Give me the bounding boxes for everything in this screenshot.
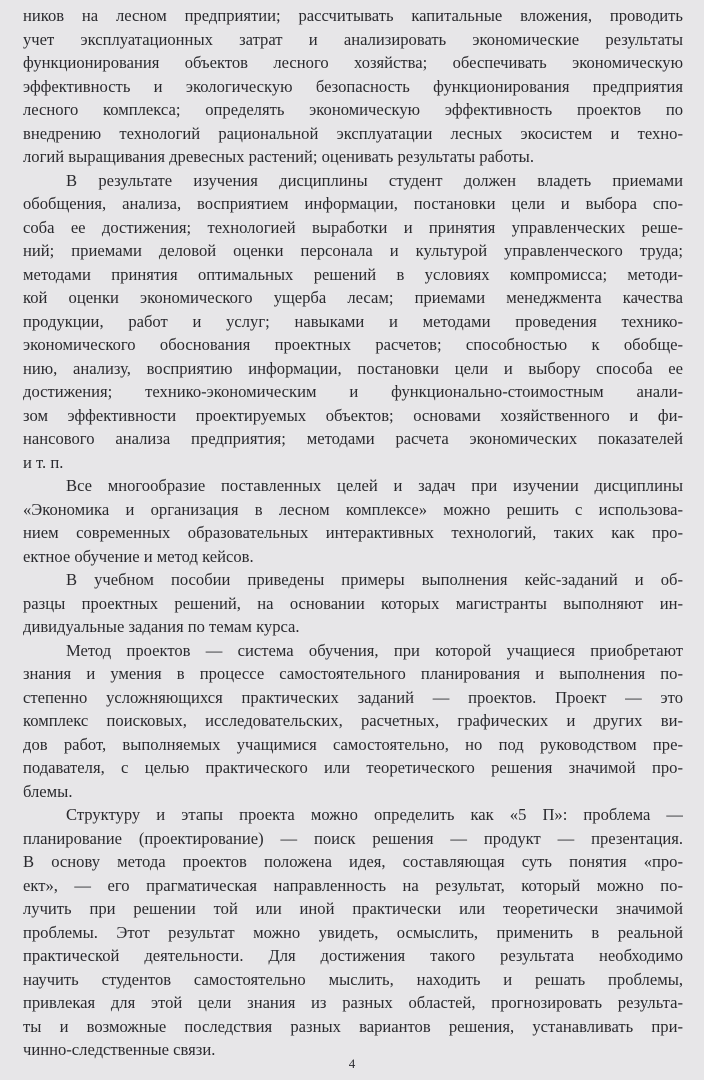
text-line: нансового анализа предприятия; методами расчета экономических показателей [23,429,683,448]
text-line: знания и умения в процессе самостоятельного планирования и выполнения по- [23,664,683,683]
text-line: разцы проектных решений, на основании которых магистранты выполняют ин- [23,593,683,613]
paragraph [23,474,683,568]
text-line: В результате изучения дисциплины студент должен владеть приемами [66,170,683,190]
text-line: блемы. [23,781,73,801]
paragraph [23,803,683,1062]
text-line: практической деятельности. Для достижения такого результата необходимо [23,946,683,965]
text-line: кой оценки экономического ущерба лесам; приемами менеджмента качества [23,288,683,307]
text-line: лесного комплекса; определять экономическую эффективность проектов по [23,100,683,119]
text-line: Структуру и этапы проекта можно определить как «5 П»: проблема — [66,805,683,824]
text-line: В основу метода проектов положена идея, составляющая суть понятия «про- [23,852,683,871]
text-line: внедрению технологий рациональной эксплуатации лесных экосистем и техно- [23,123,683,143]
text-line: ты и возможные последствия разных вариантов решения, устанавливать при- [23,1016,683,1036]
text-line: Метод проектов — система обучения, при которой учащиеся приобретают [66,640,683,660]
text-line: соба ее достижения; технологией выработки и принятия управленческих реше- [23,217,683,237]
text-line: экономического обоснования проектных расчетов; способностью к обобще- [23,335,683,354]
text-line: привлекая для этой цели знания из разных областей, прогнозировать результа- [23,993,683,1012]
text-line: логий выращивания древесных растений; оценивать результаты работы. [23,147,534,166]
text-line: дов работ, выполняемых учащимися самостоятельно, но под руководством пре- [23,734,683,754]
text-line: научить студентов самостоятельно мыслить, находить и решать проблемы, [23,969,683,989]
text-line: ектное обучение и метод кейсов. [23,546,254,566]
text-line: нию, анализу, восприятию информации, постановки цели и выбору способа ее [23,358,683,378]
paragraph [23,169,683,475]
text-line: подавателя, с целью практического или теоретического решения значимой про- [23,758,683,777]
text-line: Все многообразие поставленных целей и задач при изучении дисциплины [66,476,683,495]
body-text [23,4,683,1062]
text-line: проблемы. Этот результат можно увидеть, осмыслить, применить в реальной [23,922,683,942]
text-line: обобщения, анализа, восприятием информации, постановки цели и выбора спо- [23,194,683,213]
text-line: продукции, работ и услуг; навыками и методами проведения технико- [23,311,683,331]
page-number: 4 [348,1056,356,1071]
text-line: степенно усложняющихся практических заданий — проектов. Проект — это [23,687,683,707]
paragraph [23,568,683,639]
text-line: зом эффективности проектируемых объектов; основами хозяйственного и фи- [23,405,683,425]
text-line: дивидуальные задания по темам курса. [23,617,300,636]
text-line: ект», — его прагматическая направленность на результат, который можно по- [23,875,683,895]
text-line: «Экономика и организация в лесном комплексе» можно решить с использова- [23,499,683,519]
paragraph [23,4,683,169]
text-line: ний; приемами деловой оценки персонала и культурой управленческого труда; [23,241,683,260]
text-line: чинно-следственные связи. [23,1040,216,1059]
text-line: функционирования объектов лесного хозяйства; обеспечивать экономическую [23,53,683,72]
text-line: нием современных образовательных интерактивных технологий, таких как про- [23,523,683,542]
text-line: учет эксплуатационных затрат и анализировать экономические результаты [23,29,683,49]
text-line: планирование (проектирование) — поиск решения — продукт — презентация. [23,828,683,848]
text-line: достижения; технико-экономическим и функционально-стоимостным анали- [23,382,683,401]
text-line: и т. п. [23,452,64,472]
text-line: методами принятия оптимальных решений в условиях компромисса; методи- [23,264,683,284]
text-line: ников на лесном предприятии; рассчитывать капитальные вложения, проводить [23,6,683,25]
text-line: лучить при решении той или иной практически или теоретически значимой [23,899,683,918]
text-line: эффективность и экологическую безопасность функционирования предприятия [23,76,683,96]
text-line: комплекс поисковых, исследовательских, расчетных, графических и других ви- [23,711,683,730]
text-line: В учебном пособии приведены примеры выполнения кейс-заданий и об- [66,570,683,589]
paragraph [23,639,683,804]
